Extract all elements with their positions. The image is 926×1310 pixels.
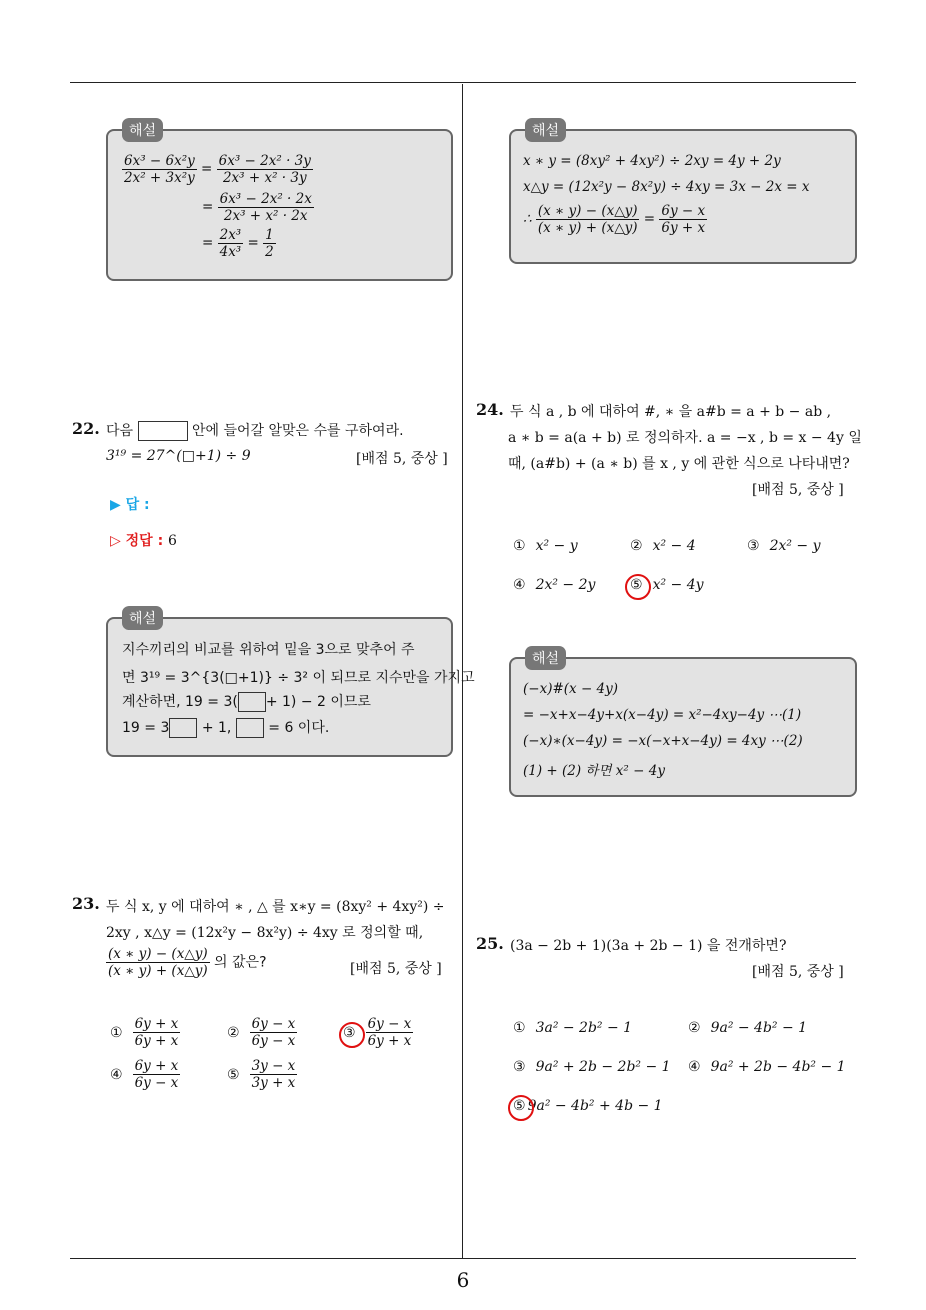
q23-score: [배점 5, 중상 ] [350,961,442,977]
q24-choice-4[interactable]: ④ 2x² − 2y [513,577,596,593]
q22-number: 22. [72,419,100,438]
q24-solution-box: 해설 (−x)#(x − 4y) = −x+x−4y+x(x−4y) = x²−4xy−4y ⋯(1) (−x)∗(x−4y) = −x(−x+x−4y) = 4xy ⋯(2) (1) + (2) 하면 x² − 4y [509,657,857,797]
q25-choice-4[interactable]: ④ 9a² + 2b − 4b² − 1 [688,1059,846,1075]
q24-line1: 두 식 a , b 에 대하여 #, ∗ 을 a#b = a + b − ab , [510,404,832,420]
q22-stem: 다음 안에 들어갈 알맞은 수를 구하여라. [106,423,404,439]
q25-choice-1[interactable]: ① 3a² − 2b² − 1 [513,1020,633,1036]
step3-fraction: $\frac{\text{2x³}}{\text{4x³}}$ [219,227,242,260]
solution-tag: 해설 [525,118,566,142]
q24-score: [배점 5, 중상 ] [752,482,844,498]
q22-solution-box: 해설 지수끼리의 비교를 위하여 밑을 3으로 맞추어 주 면 3¹⁹ = 3^{3(□+1)} ÷ 3² 이 되므로 지수만을 가지고 계산하면, 19 = 3( + 1) − 2 이므로 19 = 3 + 1, = 6 이다. [106,617,453,757]
q23-choice-4[interactable]: ④ $\frac{6y + x}{6y - x}$ [110,1058,179,1091]
q24-line3: 때, (a#b) + (a ∗ b) 를 x , y 에 관한 식으로 나타내면? [508,456,850,472]
q23-line2: 2xy , x△y = (12x²y − 8x²y) ÷ 4xy 로 정의할 때, [106,925,424,941]
q25-number: 25. [476,934,504,953]
q22-answer-label: ▶ 답 : [110,497,150,513]
q23-solution-box: 해설 x ∗ y = (8xy² + 4xy²) ÷ 2xy = 4y + 2y x△y = (12x²y − 8x²y) ÷ 4xy = 3x − 2x = x ∴ $\frac{(x ∗ y) - (x\triangle y)}{(x ∗ y) + (x\triangle y)}$ = $\frac{6y - x}{6y + x}$ [509,129,857,264]
q25-choice-2[interactable]: ② 9a² − 4b² − 1 [688,1020,808,1036]
answer-blank [138,421,188,441]
q24-line2: a ∗ b = a(a + b) 로 정의하자. a = −x , b = x − 4y 일 [508,430,862,446]
q22-correct-value: 6 [168,533,177,549]
blank-box [238,692,266,712]
bottom-rule [70,1258,856,1259]
step4-fraction: $\frac{1}{2}$ [265,227,274,260]
solution-tag: 해설 [122,606,163,630]
q24-choice-3[interactable]: ③ 2x² − y [747,538,821,554]
solution-tag: 해설 [525,646,566,670]
q25-answer-mark [508,1095,534,1121]
q25-score: [배점 5, 중상 ] [752,964,844,980]
solution-tag: 해설 [122,118,163,142]
q25-choice-3[interactable]: ③ 9a² + 2b − 2b² − 1 [513,1059,671,1075]
step1-fraction: $\frac{\text{6x³ − 2x² · 3y}}{\text{2x³ + x² · 3y}}$ [218,153,311,186]
q24-choice-5[interactable]: ⑤ x² − 4y [630,577,704,593]
q23-line3: $\frac{(x ∗ y) - (x\triangle y)}{(x ∗ y) + (x\triangle y)}$ 의 값은? [108,946,267,979]
blank-box [169,718,197,738]
q23-answer-mark [339,1022,365,1048]
q24-number: 24. [476,400,504,419]
q23-choice-3[interactable]: ③ $\frac{6y - x}{6y + x}$ [343,1016,412,1049]
q22-score: [배점 5, 중상 ] [356,451,448,467]
q24-choice-1[interactable]: ① x² − y [513,538,578,554]
q23-choice-2[interactable]: ② $\frac{6y - x}{6y - x}$ [227,1016,296,1049]
q23-choice-5[interactable]: ⑤ $\frac{3y - x}{3y + x}$ [227,1058,296,1091]
q24-choice-2[interactable]: ② x² − 4 [630,538,696,554]
q21-solution-box: 해설 $\frac{\text{6x³ − 6x²y}}{\text{2x² + 3x²y}}$ = $\frac{\text{6x³ − 2x² · 3y}}{\text{2x³ + x² · 3y}}$ = $\frac{\text{6x³ − 2x² · 2x}}{\text{2x³ + x² · 2x}}$ = $\frac{\text{2x³}}{\text{4x³}}$ = $\frac{1}{2}$ [106,129,453,281]
top-rule [70,82,856,83]
q25-choice-5[interactable]: ⑤ 9a² − 4b² + 4b − 1 [513,1098,663,1114]
q22-formula: 3¹⁹ = 27^(□+1) ÷ 9 [106,448,251,464]
q22-correct-label: ▷ 정답 : 6 [110,533,177,549]
step2-fraction: $\frac{\text{6x³ − 2x² · 2x}}{\text{2x³ + x² · 2x}}$ [219,191,312,224]
q23-number: 23. [72,894,100,913]
q25-line1: (3a − 2b + 1)(3a + 2b − 1) 을 전개하면? [510,938,787,954]
page-number: 6 [456,1268,470,1292]
q24-answer-mark [625,574,651,600]
q23-line1: 두 식 x, y 에 대하여 ∗ , △ 를 x∗y = (8xy² + 4xy²) ÷ [106,899,445,915]
blank-box [236,718,264,738]
q23-choice-1[interactable]: ① $\frac{6y + x}{6y + x}$ [110,1016,179,1049]
lhs-fraction: $\frac{\text{6x³ − 6x²y}}{\text{2x² + 3x²y}}$ [124,153,195,186]
